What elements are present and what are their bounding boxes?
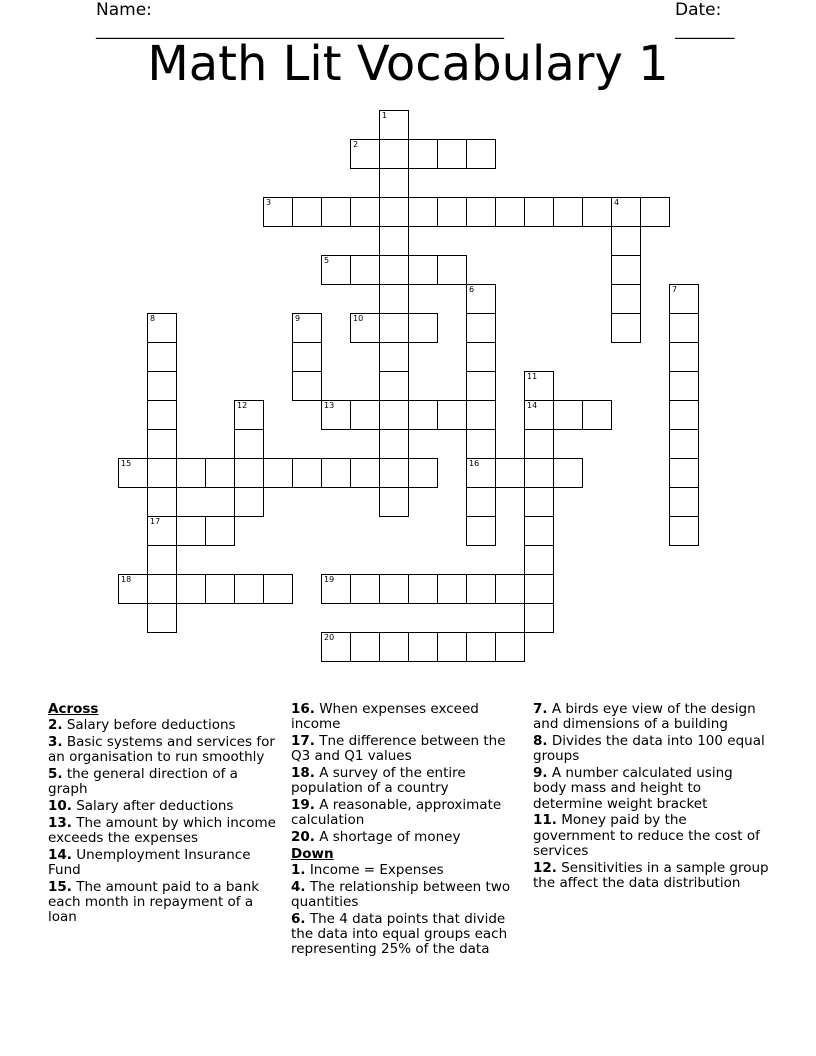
- grid-cell[interactable]: [524, 371, 554, 401]
- grid-cell[interactable]: [611, 284, 641, 314]
- grid-cell[interactable]: [669, 458, 699, 488]
- clue-number: 20.: [291, 829, 315, 845]
- clue-text: The amount paid to a bank each month in repayment of a loan: [48, 878, 260, 926]
- grid-cell[interactable]: [147, 342, 177, 372]
- cell-number: 5: [324, 256, 330, 265]
- clue-text: Income = Expenses: [305, 862, 444, 878]
- grid-cell[interactable]: [379, 226, 409, 256]
- cell-number: 10: [353, 314, 364, 323]
- clue-text: A survey of the entire population of a country: [291, 765, 466, 797]
- down-clue-list-1: [291, 863, 521, 958]
- clue-number: 13.: [48, 814, 72, 831]
- grid-cell[interactable]: [292, 197, 322, 227]
- grid-cell[interactable]: [524, 516, 554, 546]
- grid-cell[interactable]: [524, 458, 554, 488]
- grid-cell[interactable]: [176, 574, 206, 604]
- grid-cell[interactable]: [350, 458, 380, 488]
- grid-cell[interactable]: [292, 458, 322, 488]
- grid-cell[interactable]: [437, 255, 467, 285]
- clue-text: Sensitivities in a sample group the affect the data distribution: [533, 859, 769, 892]
- clue-text: the general direction of a graph: [48, 766, 238, 798]
- grid-cell[interactable]: [495, 197, 525, 227]
- grid-cell[interactable]: [234, 487, 264, 517]
- grid-cell[interactable]: [350, 632, 380, 662]
- grid-cell[interactable]: [466, 197, 496, 227]
- clue-number: 2.: [48, 717, 63, 734]
- grid-cell[interactable]: [147, 545, 177, 575]
- across-clue: [291, 734, 521, 765]
- clues-column-3: [533, 702, 769, 893]
- grid-cell[interactable]: [466, 284, 496, 314]
- clue-number: 1.: [291, 862, 306, 878]
- clue-number: 11.: [533, 812, 557, 829]
- grid-cell[interactable]: [524, 400, 554, 430]
- grid-cell[interactable]: [147, 603, 177, 633]
- clue-number: 12.: [533, 859, 557, 876]
- clue-text: A shortage of money: [314, 829, 461, 845]
- grid-cell[interactable]: [379, 574, 409, 604]
- grid-cell[interactable]: [379, 429, 409, 459]
- grid-cell[interactable]: [350, 400, 380, 430]
- clue-text: Unemployment Insurance Fund: [48, 846, 251, 878]
- grid-cell[interactable]: [292, 313, 322, 343]
- grid-cell[interactable]: [118, 458, 148, 488]
- grid-cell[interactable]: [350, 197, 380, 227]
- date-label-text: Date:: [675, 0, 722, 20]
- across-clue: [48, 735, 280, 766]
- clue-text: Salary before deductions: [62, 717, 236, 734]
- grid-cell[interactable]: [408, 313, 438, 343]
- down-clue: [533, 766, 769, 812]
- grid-cell[interactable]: [147, 371, 177, 401]
- down-clue: [533, 702, 769, 733]
- grid-cell[interactable]: [495, 574, 525, 604]
- clue-text: When expenses exceed income: [291, 701, 479, 733]
- grid-cell[interactable]: [321, 574, 351, 604]
- cell-number: 6: [469, 285, 475, 294]
- grid-cell[interactable]: [669, 313, 699, 343]
- grid-cell[interactable]: [379, 139, 409, 169]
- cell-number: 15: [121, 459, 132, 468]
- cell-number: 9: [295, 314, 301, 323]
- grid-cell[interactable]: [524, 487, 554, 517]
- clue-text: A number calculated using body mass and height to determine weight bracket: [533, 765, 733, 812]
- clue-number: 4.: [291, 878, 306, 895]
- grid-cell[interactable]: [466, 400, 496, 430]
- grid-cell[interactable]: [350, 313, 380, 343]
- cell-number: 11: [527, 372, 538, 381]
- across-clue: [48, 848, 280, 879]
- grid-cell[interactable]: [379, 110, 409, 140]
- grid-cell[interactable]: [379, 458, 409, 488]
- cell-number: 17: [150, 517, 161, 526]
- cell-number: 4: [614, 198, 620, 207]
- grid-cell[interactable]: [669, 342, 699, 372]
- grid-cell[interactable]: [524, 429, 554, 459]
- grid-cell[interactable]: [350, 574, 380, 604]
- grid-cell[interactable]: [408, 400, 438, 430]
- grid-cell[interactable]: [379, 400, 409, 430]
- grid-cell[interactable]: [147, 487, 177, 517]
- clues-column-1: [48, 702, 280, 927]
- name-label-text: Name:: [96, 0, 152, 20]
- grid-cell[interactable]: [466, 342, 496, 372]
- grid-cell[interactable]: [553, 197, 583, 227]
- grid-cell[interactable]: [466, 139, 496, 169]
- cell-number: 3: [266, 198, 272, 207]
- cell-number: 16: [469, 459, 480, 468]
- grid-cell[interactable]: [466, 487, 496, 517]
- grid-cell[interactable]: [524, 574, 554, 604]
- clue-number: 14.: [48, 846, 72, 863]
- down-clue: [533, 861, 769, 892]
- across-clue-list-1: [48, 718, 280, 925]
- grid-cell[interactable]: [466, 574, 496, 604]
- across-clue: [48, 816, 280, 847]
- across-clue-list-2: [291, 702, 521, 845]
- grid-cell[interactable]: [379, 313, 409, 343]
- clue-number: 7.: [533, 701, 548, 717]
- clue-number: 10.: [48, 798, 72, 814]
- clue-number: 17.: [291, 733, 315, 749]
- clue-text: Divides the data into 100 equal groups: [533, 733, 765, 765]
- grid-cell[interactable]: [118, 574, 148, 604]
- grid-cell[interactable]: [147, 516, 177, 546]
- grid-cell[interactable]: [408, 458, 438, 488]
- grid-cell[interactable]: [321, 458, 351, 488]
- grid-cell[interactable]: [669, 516, 699, 546]
- grid-cell[interactable]: [466, 632, 496, 662]
- grid-cell[interactable]: [408, 197, 438, 227]
- grid-cell[interactable]: [582, 400, 612, 430]
- grid-cell[interactable]: [495, 632, 525, 662]
- clue-text: Money paid by the government to reduce the cost of services: [533, 812, 760, 860]
- grid-cell[interactable]: [379, 342, 409, 372]
- grid-cell[interactable]: [466, 429, 496, 459]
- grid-cell[interactable]: [176, 516, 206, 546]
- grid-cell[interactable]: [553, 458, 583, 488]
- grid-cell[interactable]: [147, 458, 177, 488]
- grid-cell[interactable]: [205, 516, 235, 546]
- clue-number: 19.: [291, 797, 315, 813]
- cell-number: 12: [237, 401, 248, 410]
- grid-cell[interactable]: [234, 458, 264, 488]
- page-title: Math Lit Vocabulary 1: [147, 36, 669, 92]
- across-clue: [48, 799, 280, 814]
- grid-cell[interactable]: [234, 429, 264, 459]
- cell-number: 14: [527, 401, 538, 410]
- clue-text: Tne difference between the Q3 and Q1 values: [291, 733, 506, 765]
- grid-cell[interactable]: [669, 429, 699, 459]
- grid-cell[interactable]: [524, 603, 554, 633]
- grid-cell[interactable]: [466, 516, 496, 546]
- grid-cell[interactable]: [640, 197, 670, 227]
- grid-cell[interactable]: [321, 255, 351, 285]
- grid-cell[interactable]: [321, 197, 351, 227]
- grid-cell[interactable]: [292, 371, 322, 401]
- grid-cell[interactable]: [408, 255, 438, 285]
- grid-cell[interactable]: [611, 197, 641, 227]
- clue-number: 18.: [291, 765, 315, 781]
- clue-number: 15.: [48, 878, 72, 895]
- grid-cell[interactable]: [466, 458, 496, 488]
- down-clue-list-2: [533, 702, 769, 892]
- grid-cell[interactable]: [495, 458, 525, 488]
- clues-column-2: [291, 702, 521, 959]
- down-heading: Down: [291, 845, 334, 862]
- cell-number: 19: [324, 575, 335, 584]
- grid-cell[interactable]: [379, 487, 409, 517]
- name-blank: ________________________________________________: [96, 20, 504, 40]
- grid-cell[interactable]: [147, 400, 177, 430]
- grid-cell[interactable]: [379, 255, 409, 285]
- grid-cell[interactable]: [669, 487, 699, 517]
- grid-cell[interactable]: [176, 458, 206, 488]
- grid-cell[interactable]: [234, 400, 264, 430]
- grid-cell[interactable]: [553, 400, 583, 430]
- grid-cell[interactable]: [437, 574, 467, 604]
- grid-cell[interactable]: [292, 342, 322, 372]
- clue-number: 8.: [533, 733, 548, 749]
- grid-cell[interactable]: [437, 400, 467, 430]
- cell-number: 20: [324, 633, 335, 642]
- across-clue: [291, 830, 521, 845]
- clue-number: 5.: [48, 766, 63, 782]
- down-clue: [533, 734, 769, 765]
- grid-cell[interactable]: [408, 574, 438, 604]
- across-clue: [48, 718, 280, 733]
- cell-number: 1: [382, 111, 388, 120]
- clue-text: Salary after deductions: [71, 798, 234, 814]
- grid-cell[interactable]: [234, 574, 264, 604]
- grid-cell[interactable]: [524, 197, 554, 227]
- across-clue: [291, 798, 521, 829]
- grid-cell[interactable]: [669, 284, 699, 314]
- grid-cell[interactable]: [205, 458, 235, 488]
- across-clue: [48, 880, 280, 926]
- grid-cell[interactable]: [321, 400, 351, 430]
- grid-cell[interactable]: [379, 371, 409, 401]
- clue-number: 9.: [533, 765, 548, 781]
- cell-number: 2: [353, 140, 359, 149]
- cell-number: 8: [150, 314, 156, 323]
- grid-cell[interactable]: [611, 313, 641, 343]
- across-clue: [291, 702, 521, 733]
- clue-text: The 4 data points that divide the data into equal groups each representing 25% of the data: [291, 910, 508, 958]
- grid-cell[interactable]: [408, 632, 438, 662]
- grid-cell[interactable]: [437, 139, 467, 169]
- grid-cell[interactable]: [611, 226, 641, 256]
- grid-cell[interactable]: [437, 632, 467, 662]
- grid-cell[interactable]: [263, 574, 293, 604]
- grid-cell[interactable]: [147, 429, 177, 459]
- grid-cell[interactable]: [582, 197, 612, 227]
- grid-cell[interactable]: [379, 197, 409, 227]
- down-clue: [291, 912, 521, 958]
- grid-cell[interactable]: [669, 400, 699, 430]
- grid-cell[interactable]: [611, 255, 641, 285]
- grid-cell[interactable]: [263, 197, 293, 227]
- grid-cell[interactable]: [437, 197, 467, 227]
- grid-cell[interactable]: [379, 632, 409, 662]
- grid-cell[interactable]: [466, 371, 496, 401]
- across-clue: [291, 766, 521, 797]
- grid-cell[interactable]: [466, 313, 496, 343]
- clue-number: 3.: [48, 734, 63, 750]
- grid-cell[interactable]: [669, 371, 699, 401]
- date-blank: _______: [675, 20, 735, 40]
- grid-cell[interactable]: [263, 458, 293, 488]
- clue-text: The relationship between two quantities: [291, 878, 511, 910]
- grid-cell[interactable]: [321, 632, 351, 662]
- grid-cell[interactable]: [350, 255, 380, 285]
- clue-number: 16.: [291, 701, 315, 717]
- clue-text: A reasonable, approximate calculation: [291, 797, 502, 829]
- down-clue: [291, 880, 521, 911]
- cell-number: 13: [324, 401, 335, 410]
- cell-number: 18: [121, 575, 132, 584]
- grid-cell[interactable]: [379, 284, 409, 314]
- clue-number: 6.: [291, 910, 306, 927]
- grid-cell[interactable]: [408, 139, 438, 169]
- grid-cell[interactable]: [205, 574, 235, 604]
- grid-cell[interactable]: [147, 574, 177, 604]
- clue-text: Basic systems and services for an organisation to run smoothly: [48, 734, 275, 766]
- grid-cell[interactable]: [524, 545, 554, 575]
- grid-cell[interactable]: [350, 139, 380, 169]
- cell-number: 7: [672, 285, 678, 294]
- across-clue: [48, 767, 280, 798]
- across-heading: Across: [48, 701, 99, 717]
- grid-cell[interactable]: [147, 313, 177, 343]
- down-clue: [291, 863, 521, 878]
- grid-cell[interactable]: [379, 168, 409, 198]
- clue-text: A birds eye view of the design and dimensions of a building: [533, 701, 756, 733]
- clue-text: The amount by which income exceeds the expenses: [48, 814, 276, 846]
- down-clue: [533, 813, 769, 859]
